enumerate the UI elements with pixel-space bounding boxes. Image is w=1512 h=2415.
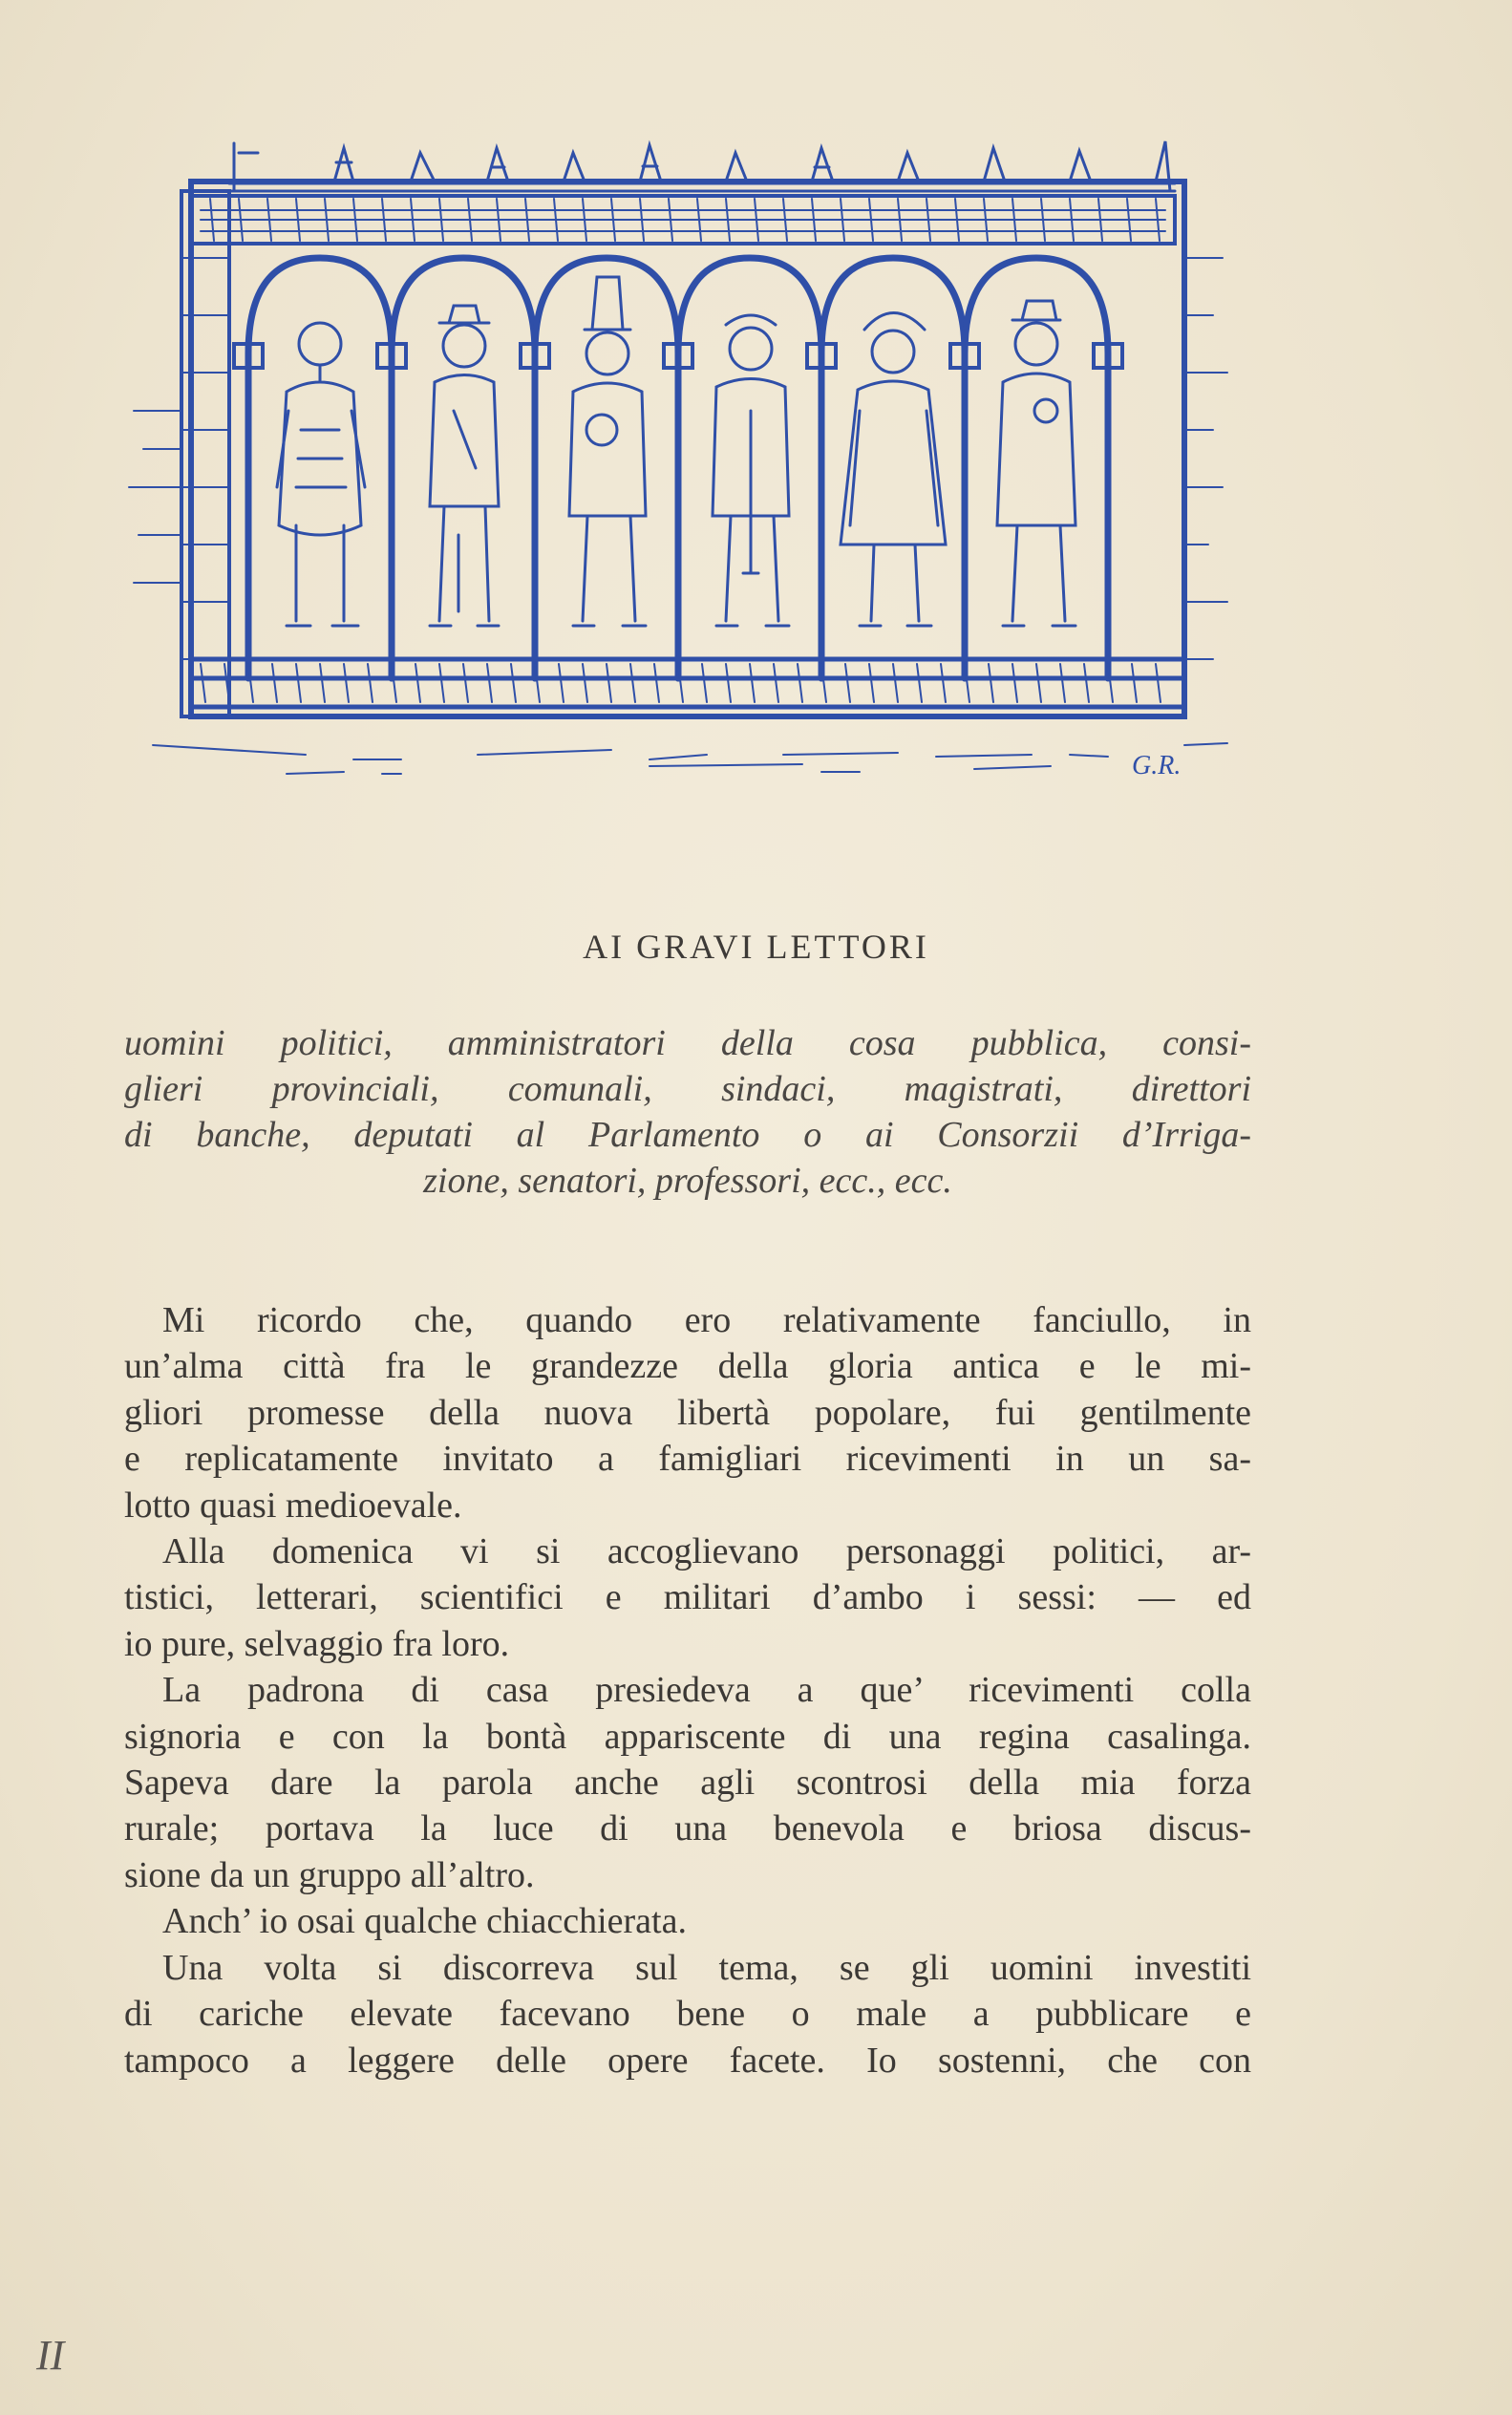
body-line: e replicatamente invitato a famigliari ricevimenti in un sa- — [124, 1439, 1251, 1480]
body-line: Anch’ io osai qualche chiacchierata. — [162, 1901, 687, 1942]
body-line: sione da un gruppo all’altro. — [124, 1854, 535, 1895]
body-line: signoria e con la bontà appariscente di una regina casalinga. — [124, 1716, 1251, 1757]
body-text — [124, 1297, 1251, 2084]
relief-drawing — [115, 124, 1232, 793]
body-line: Sapeva dare la parola anche agli scontrosi della mia forza — [124, 1763, 1251, 1804]
body-line: tampoco a leggere delle opere facete. Io sostenni, che con — [124, 2040, 1251, 2081]
body-line: Mi ricordo che, quando ero relativamente fanciullo, in — [162, 1300, 1251, 1340]
dedication-line: uomini politici, amministratori della cosa pubblica, consi- — [124, 1023, 1251, 1063]
body-line: un’alma città fra le grandezze della gloria antica e le mi- — [124, 1346, 1251, 1387]
body-line: lotto quasi medioevale. — [124, 1485, 462, 1526]
dedication-block — [124, 1020, 1251, 1204]
dedication-line: glieri provinciali, comunali, sindaci, magistrati, direttori — [124, 1069, 1251, 1109]
illustration-signature: G.R. — [1132, 751, 1182, 780]
page-folio: II — [36, 2332, 65, 2379]
body-line: di cariche elevate facevano bene o male a pubblicare e — [124, 1994, 1251, 2035]
body-line: tistici, letterari, scientifici e militari d’ambo i sessi: — ed — [124, 1577, 1251, 1618]
dedication-line: zione, senatori, professori, ecc., ecc. — [423, 1161, 952, 1201]
body-line: La padrona di casa presiedeva a que’ ricevimenti colla — [162, 1670, 1251, 1711]
body-line: io pure, selvaggio fra loro. — [124, 1623, 510, 1664]
dedication-line: di banche, deputati al Parlamento o ai Consorzii d’Irriga- — [124, 1115, 1251, 1155]
relief-sculpture-illustration — [115, 124, 1232, 793]
body-line: Una volta si discorreva sul tema, se gli uomini investiti — [162, 1947, 1251, 1988]
body-line: gliori promesse della nuova libertà popolare, fui gentilmente — [124, 1392, 1251, 1433]
body-line: Alla domenica vi si accoglievano personaggi politici, ar- — [162, 1531, 1251, 1572]
page-heading: AI GRAVI LETTORI — [583, 928, 929, 966]
body-line: rurale; portava la luce di una benevola e briosa discus- — [124, 1808, 1251, 1849]
